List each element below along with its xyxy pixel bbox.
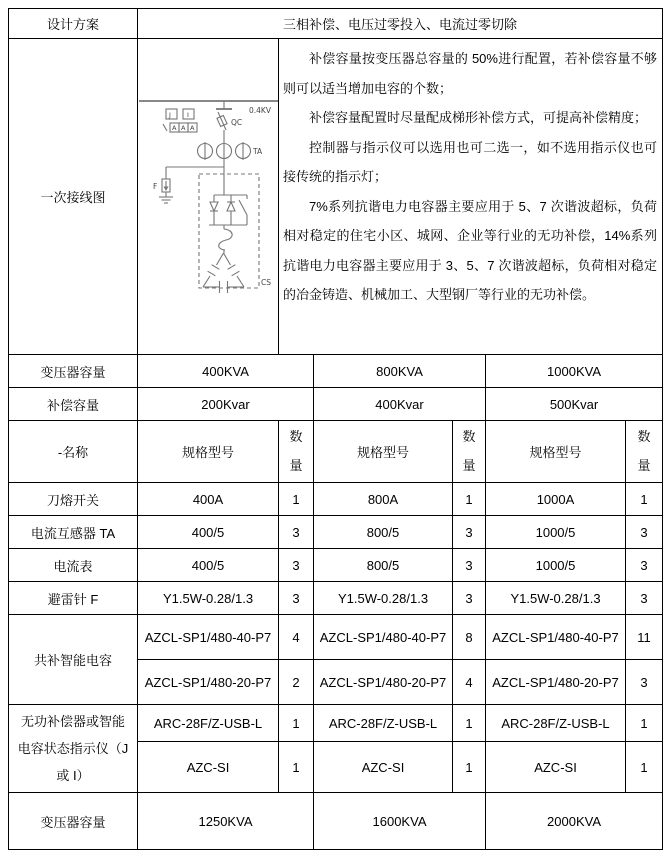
table-row (9, 516, 663, 549)
spec-table (8, 8, 663, 850)
qc-switch-blade (218, 112, 226, 130)
i-label: I (186, 111, 189, 119)
qty-cell: 3 (453, 516, 486, 549)
value-cell: 500Kvar (486, 388, 663, 421)
qty-cell: 3 (279, 582, 314, 615)
ta-label: TA (252, 147, 262, 156)
a-label: A (171, 124, 176, 132)
qty-cell: 1 (279, 483, 314, 516)
qty-cell: 1 (279, 705, 314, 742)
qty-cell: 1 (626, 705, 663, 742)
note-paragraph: 补偿容量配置时尽量配成梯形补偿方式，可提高补偿精度； (309, 110, 648, 125)
qc-label: QC (230, 118, 242, 127)
value-cell: 400Kvar (314, 388, 486, 421)
qty-cell: 3 (279, 549, 314, 582)
table-row (9, 355, 663, 388)
j-label: J (168, 111, 171, 119)
spec-cell: 1000/5 (486, 516, 626, 549)
spec-cell: AZC-SI (486, 742, 626, 793)
spec-cell: 400/5 (138, 549, 279, 582)
qty-cell: 3 (453, 549, 486, 582)
qty-cell: 1 (279, 742, 314, 793)
reactor-coil (218, 229, 231, 250)
qty-cell: 1 (453, 742, 486, 793)
spec-cell: ARC-28F/Z-USB-L (486, 705, 626, 742)
qty-cell: 1 (453, 705, 486, 742)
table-row (9, 582, 663, 615)
qty-cell: 3 (279, 516, 314, 549)
row-label: 变压器容量 (9, 355, 138, 388)
table-row (9, 39, 663, 355)
qty-cell: 3 (626, 582, 663, 615)
qty-cell: 3 (626, 660, 663, 705)
spec-cell: Y1.5W-0.28/1.3 (138, 582, 279, 615)
header-row (9, 421, 663, 483)
table-row (9, 705, 663, 742)
qty-cell: 11 (626, 615, 663, 660)
thyristor-symbol (227, 202, 235, 211)
indicator-j-box (166, 109, 177, 119)
spec-cell: 1000A (486, 483, 626, 516)
a-label: A (180, 124, 185, 132)
spec-cell: AZCL-SP1/480-40-P7 (314, 615, 453, 660)
table-row (9, 483, 663, 516)
header-spec: 规格型号 (138, 421, 279, 483)
value-cell: 1250KVA (138, 793, 314, 850)
row-label: 电流表 (9, 549, 138, 582)
table-row (9, 388, 663, 421)
notes-cell (279, 39, 663, 355)
row-label: 电流互感器 TA (9, 516, 138, 549)
spec-cell: 400A (138, 483, 279, 516)
spec-cell: AZCL-SP1/480-40-P7 (138, 615, 279, 660)
diagram-label: 一次接线图 (9, 39, 138, 355)
table-row (9, 549, 663, 582)
qty-cell: 3 (626, 516, 663, 549)
qty-cell: 1 (453, 483, 486, 516)
value-cell: 1000KVA (486, 355, 663, 388)
value-cell: 2000KVA (486, 793, 663, 850)
design-value: 三相补偿、电压过零投入、电流过零切除 (138, 9, 663, 39)
note-paragraph: 控制器与指示仪可以选用也可二选一，如不选用指示仪也可接传统的指示灯； (283, 139, 658, 184)
contactor-blade (239, 200, 247, 215)
qty-cell: 1 (626, 483, 663, 516)
capacitor-plates (211, 265, 219, 270)
cs-label: CS (260, 278, 271, 287)
header-qty: 数量 (453, 421, 486, 483)
qty-cell: 8 (453, 615, 486, 660)
qty-cell: 1 (626, 742, 663, 793)
qty-cell: 4 (453, 660, 486, 705)
value-cell: 400KVA (138, 355, 314, 388)
row-label: 无功补偿器或智能电容状态指示仪（J 或 I） (9, 705, 138, 793)
spec-cell: AZC-SI (138, 742, 279, 793)
spec-cell: 800/5 (314, 516, 453, 549)
header-name: -名称 (9, 421, 138, 483)
spec-cell: AZC-SI (314, 742, 453, 793)
spec-cell: 800/5 (314, 549, 453, 582)
header-qty: 数量 (279, 421, 314, 483)
a-label: A (189, 124, 194, 132)
row-label: 变压器容量 (9, 793, 138, 850)
voltage-label: 0.4KV (248, 106, 271, 115)
qty-cell: 3 (453, 582, 486, 615)
design-label: 设计方案 (9, 9, 138, 39)
spec-cell: AZCL-SP1/480-40-P7 (486, 615, 626, 660)
value-cell: 200Kvar (138, 388, 314, 421)
single-line-diagram (138, 39, 279, 355)
row-label: 刀熔开关 (9, 483, 138, 516)
note-paragraph: 7%系列抗谐电力电容器主要应用于 5、7 次谐波超标，负荷相对稳定的住宅小区、城网、企业等行业的无功补偿，14%系列抗谐电力电容器主要应用于 3、5、7 次谐波超标，负荷相对稳定的冶金铸造、机械加工、大型钢厂等行业的无功补偿。 (283, 198, 658, 302)
spec-cell: 400/5 (138, 516, 279, 549)
spec-cell: Y1.5W-0.28/1.3 (486, 582, 626, 615)
value-cell: 1600KVA (314, 793, 486, 850)
row-label: 避雷针 F (9, 582, 138, 615)
spec-cell: Y1.5W-0.28/1.3 (314, 582, 453, 615)
f-label: F (152, 182, 157, 191)
qty-cell: 4 (279, 615, 314, 660)
spec-cell: 800A (314, 483, 453, 516)
qty-cell: 2 (279, 660, 314, 705)
spec-cell: AZCL-SP1/480-20-P7 (138, 660, 279, 705)
table-row (9, 793, 663, 850)
table-row (9, 9, 663, 39)
thyristor-symbol (210, 202, 218, 211)
row-label: 补偿容量 (9, 388, 138, 421)
header-spec: 规格型号 (314, 421, 453, 483)
circuit-diagram-svg (139, 39, 278, 351)
note-paragraph: 补偿容量按变压器总容量的 50%进行配置，若补偿容量不够则可以适当增加电容的个数； (283, 51, 658, 96)
spec-cell: AZCL-SP1/480-20-P7 (314, 660, 453, 705)
table-row (9, 615, 663, 660)
row-label: 共补智能电容 (9, 615, 138, 705)
spec-cell: AZCL-SP1/480-20-P7 (486, 660, 626, 705)
value-cell: 800KVA (314, 355, 486, 388)
qty-cell: 3 (626, 549, 663, 582)
header-qty: 数量 (626, 421, 663, 483)
spec-cell: ARC-28F/Z-USB-L (314, 705, 453, 742)
header-spec: 规格型号 (486, 421, 626, 483)
spec-cell: ARC-28F/Z-USB-L (138, 705, 279, 742)
spec-cell: 1000/5 (486, 549, 626, 582)
